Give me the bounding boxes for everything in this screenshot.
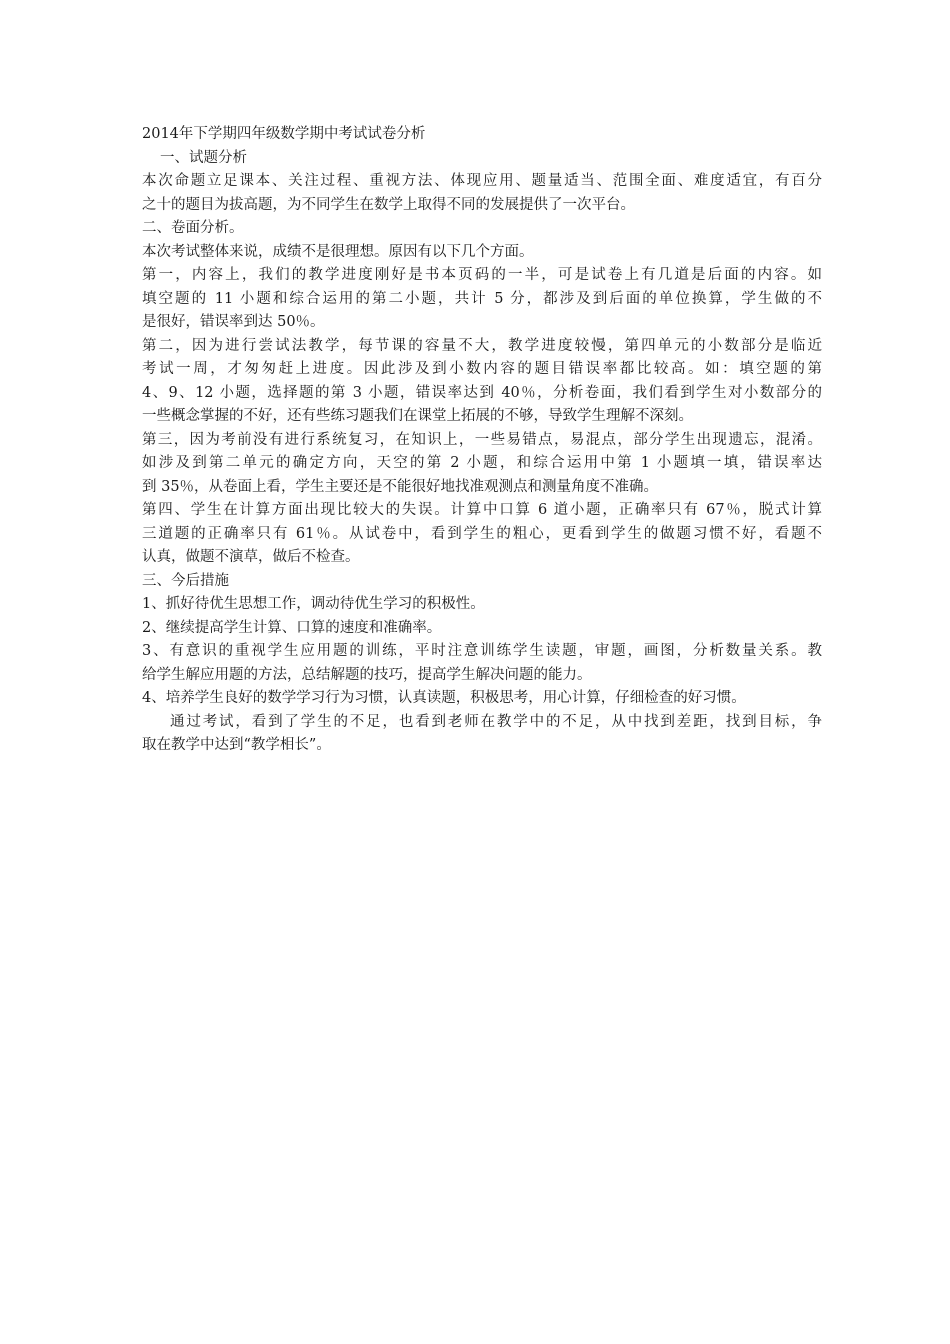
paragraph-line: 认真，做题不演草，做后不检查。	[142, 549, 360, 565]
document-title: 2014年下学期四年级数学期中考试试卷分析	[142, 126, 426, 142]
paragraph-line: 之十的题目为拔高题，为不同学生在数学上取得不同的发展提供了一次平台。	[142, 196, 635, 213]
paragraph-line: 本次命题立足课本、关注过程、重视方法、体现应用、题量适当、范围全面、难度适宜，有百分	[142, 173, 822, 189]
paragraph-line: 一些概念掌握的不好，还有些练习题我们在课堂上拓展的不够，导致学生理解不深刻。	[142, 408, 693, 424]
closing-line: 通过考试，看到了学生的不足，也看到老师在教学中的不足，从中找到差距，找到目标，争	[170, 713, 822, 730]
paragraph-line: 如涉及到第二单元的确定方向，天空的第 2 小题，和综合运用中第 1 小题填一填，错误率达	[142, 455, 822, 471]
paragraph-line: 到 35％，从卷面上看，学生主要还是不能很好地找准观测点和测量角度不准确。	[142, 478, 659, 495]
paragraph-line: 填空题的 11 小题和综合运用的第二小题，共计 5 分，都涉及到后面的单位换算，学生做的不	[142, 290, 822, 307]
measure-item: 给学生解应用题的方法，总结解题的技巧，提高学生解决问题的能力。	[142, 666, 592, 683]
section-heading-analysis: 一、试题分析	[160, 149, 247, 166]
paragraph-line: 第一，内容上，我们的教学进度刚好是书本页码的一半，可是试卷上有几道是后面的内容。如	[142, 267, 822, 283]
document-page	[142, 123, 822, 758]
measure-item: 1、抓好待优生思想工作，调动待优生学习的积极性。	[142, 596, 485, 612]
paragraph-line: 是很好，错误率到达 50％。	[142, 314, 325, 330]
section-heading-measures: 三、今后措施	[142, 572, 229, 589]
paragraph-line: 三道题的正确率只有 61％。从试卷中，看到学生的粗心，更看到学生的做题习惯不好，看题不	[142, 525, 822, 542]
paragraph-line: 第四、学生在计算方面出现比较大的失误。计算中口算 6 道小题，正确率只有 67％，脱式计算	[142, 502, 822, 518]
section-heading-paper: 二、卷面分析。	[142, 220, 244, 236]
measure-item: 4、培养学生良好的数学学习行为习惯，认真读题，积极思考，用心计算，仔细检查的好习惯。	[142, 690, 746, 706]
paragraph-line: 第二，因为进行尝试法教学，每节课的容量不大，教学进度较慢，第四单元的小数部分是临近	[142, 337, 822, 354]
closing-line: 取在教学中达到“教学相长”。	[142, 737, 331, 753]
measure-item: 2、继续提高学生计算、口算的速度和准确率。	[142, 619, 442, 636]
paragraph-line: 第三，因为考前没有进行系统复习，在知识上，一些易错点，易混点，部分学生出现遗忘，混淆。	[142, 431, 822, 448]
paragraph-line: 本次考试整体来说，成绩不是很理想。原因有以下几个方面。	[142, 243, 534, 260]
paragraph-line: 4、9、12 小题，选择题的第 3 小题，错误率达到 40％，分析卷面，我们看到学生对小数部分的	[142, 384, 822, 401]
paragraph-line: 考试一周，才匆匆赶上进度。因此涉及到小数内容的题目错误率都比较高。如：填空题的第	[142, 361, 822, 377]
measure-item: 3、有意识的重视学生应用题的训练，平时注意训练学生读题，审题，画图，分析数量关系。教	[142, 643, 822, 659]
